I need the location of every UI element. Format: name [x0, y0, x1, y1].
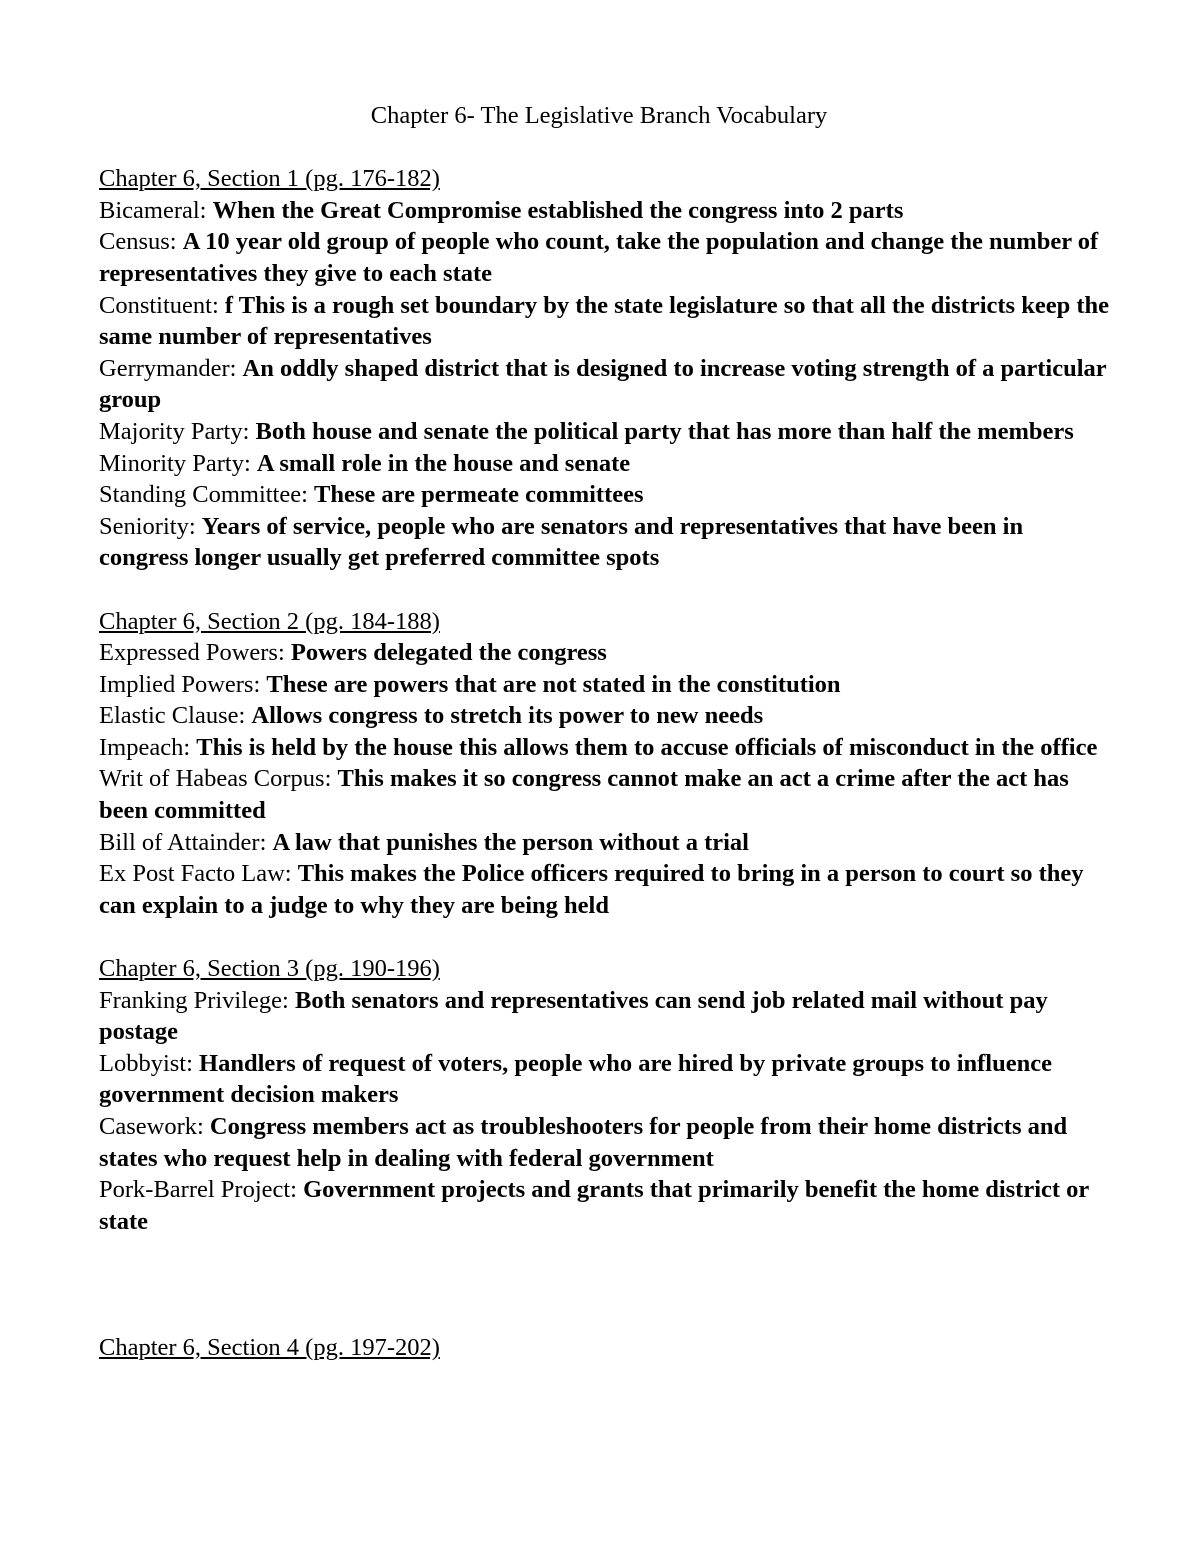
vocab-entry-bill-of-attainder [99, 827, 1109, 859]
document-page [99, 100, 1109, 1364]
vocab-term: Constituent: [99, 291, 219, 319]
vocab-definition: A law that punishes the person without a trial [272, 828, 749, 856]
vocab-term: Majority Party: [99, 417, 250, 445]
vocab-entry-standing-committee [99, 479, 1109, 511]
vocab-entry-ex-post-facto-law [99, 858, 1109, 921]
vocab-definition: This makes it so congress cannot make an act a crime after the act has been committed [99, 765, 1069, 825]
vocab-term: Minority Party: [99, 449, 251, 477]
vocab-term: Seniority: [99, 512, 196, 540]
vocab-term: Pork-Barrel Project: [99, 1176, 297, 1204]
vocab-entry-lobbyist [99, 1048, 1109, 1111]
vocab-definition: Allows congress to stretch its power to new needs [251, 702, 764, 730]
vocab-term: Lobbyist: [99, 1049, 193, 1077]
vocab-entry-impeach [99, 732, 1109, 764]
vocab-entry-implied-powers [99, 669, 1109, 701]
section-2 [99, 606, 1109, 922]
section-heading: Chapter 6, Section 4 (pg. 197-202) [99, 1334, 440, 1362]
blank-line [99, 921, 1109, 953]
vocab-entry-writ-of-habeas-corpus [99, 763, 1109, 826]
vocab-term: Expressed Powers: [99, 639, 285, 667]
vocab-term: Census: [99, 228, 177, 256]
blank-line [99, 574, 1109, 606]
vocab-term: Gerrymander: [99, 354, 237, 382]
vocab-entry-constituent [99, 290, 1109, 353]
vocab-definition: These are permeate committees [314, 481, 644, 509]
vocab-term: Bill of Attainder: [99, 828, 267, 856]
vocab-term: Casework: [99, 1113, 204, 1140]
vocab-definition: f This is a rough set boundary by the state legislature so that all the districts keep the same number of representatives [99, 291, 1110, 351]
section-heading: Chapter 6, Section 2 (pg. 184-188) [99, 607, 440, 635]
vocab-definition: Handlers of request of voters, people who are hired by private groups to influence government decision makers [99, 1049, 1052, 1109]
vocab-entry-elastic-clause [99, 700, 1109, 732]
vocab-entry-expressed-powers [99, 637, 1109, 669]
vocab-entry-bicameral [99, 195, 1109, 227]
vocab-definition: Congress members act as troubleshooters for people from their home districts and states who request help in dealing with federal government [99, 1113, 1068, 1172]
vocab-term: Standing Committee: [99, 481, 308, 509]
section-heading: Chapter 6, Section 3 (pg. 190-196) [99, 955, 440, 983]
section-4 [99, 1332, 1109, 1364]
vocab-definition: Years of service, people who are senators and representatives that have been in congress longer usually get preferred committee spots [99, 512, 1024, 572]
vocab-definition: Both house and senate the political party that has more than half the members [255, 417, 1074, 445]
vocab-entry-majority-party [99, 416, 1109, 448]
vocab-definition: An oddly shaped district that is designed to increase voting strength of a particular group [99, 354, 1107, 414]
blank-lines [99, 1237, 1109, 1332]
vocab-entry-minority-party [99, 448, 1109, 480]
section-3 [99, 953, 1109, 1237]
vocab-entry-gerrymander [99, 353, 1109, 416]
vocab-entry-census [99, 226, 1109, 289]
vocab-definition: When the Great Compromise established the congress into 2 parts [212, 196, 904, 224]
vocab-term: Writ of Habeas Corpus: [99, 765, 332, 793]
vocab-term: Franking Privilege: [99, 986, 289, 1014]
vocab-definition: A 10 year old group of people who count, take the population and change the number of representatives they give to each state [99, 228, 1099, 287]
document-title: Chapter 6- The Legislative Branch Vocabulary [370, 102, 828, 129]
vocab-entry-casework [99, 1111, 1109, 1174]
vocab-entry-seniority [99, 511, 1109, 574]
vocab-definition: Government projects and grants that primarily benefit the home district or state [99, 1176, 1089, 1235]
vocab-term: Elastic Clause: [99, 702, 246, 730]
vocab-definition: Both senators and representatives can send job related mail without pay postage [99, 986, 1048, 1046]
vocab-entry-franking-privilege [99, 985, 1109, 1048]
vocab-definition: Powers delegated the congress [290, 639, 607, 667]
section-heading: Chapter 6, Section 1 (pg. 176-182) [99, 165, 440, 193]
vocab-term: Implied Powers: [99, 670, 261, 698]
vocab-term: Ex Post Facto Law: [99, 860, 292, 888]
vocab-definition: This is held by the house this allows them to accuse officials of misconduct in the office [196, 733, 1098, 761]
section-1 [99, 163, 1109, 574]
vocab-term: Bicameral: [99, 196, 207, 224]
vocab-entry-pork-barrel-project [99, 1174, 1109, 1237]
vocab-definition: This makes the Police officers required to bring in a person to court so they can explain to a judge to why they are being held [99, 860, 1084, 919]
vocab-term: Impeach: [99, 733, 191, 761]
vocab-definition: These are powers that are not stated in the constitution [266, 670, 841, 698]
vocab-definition: A small role in the house and senate [256, 449, 631, 477]
